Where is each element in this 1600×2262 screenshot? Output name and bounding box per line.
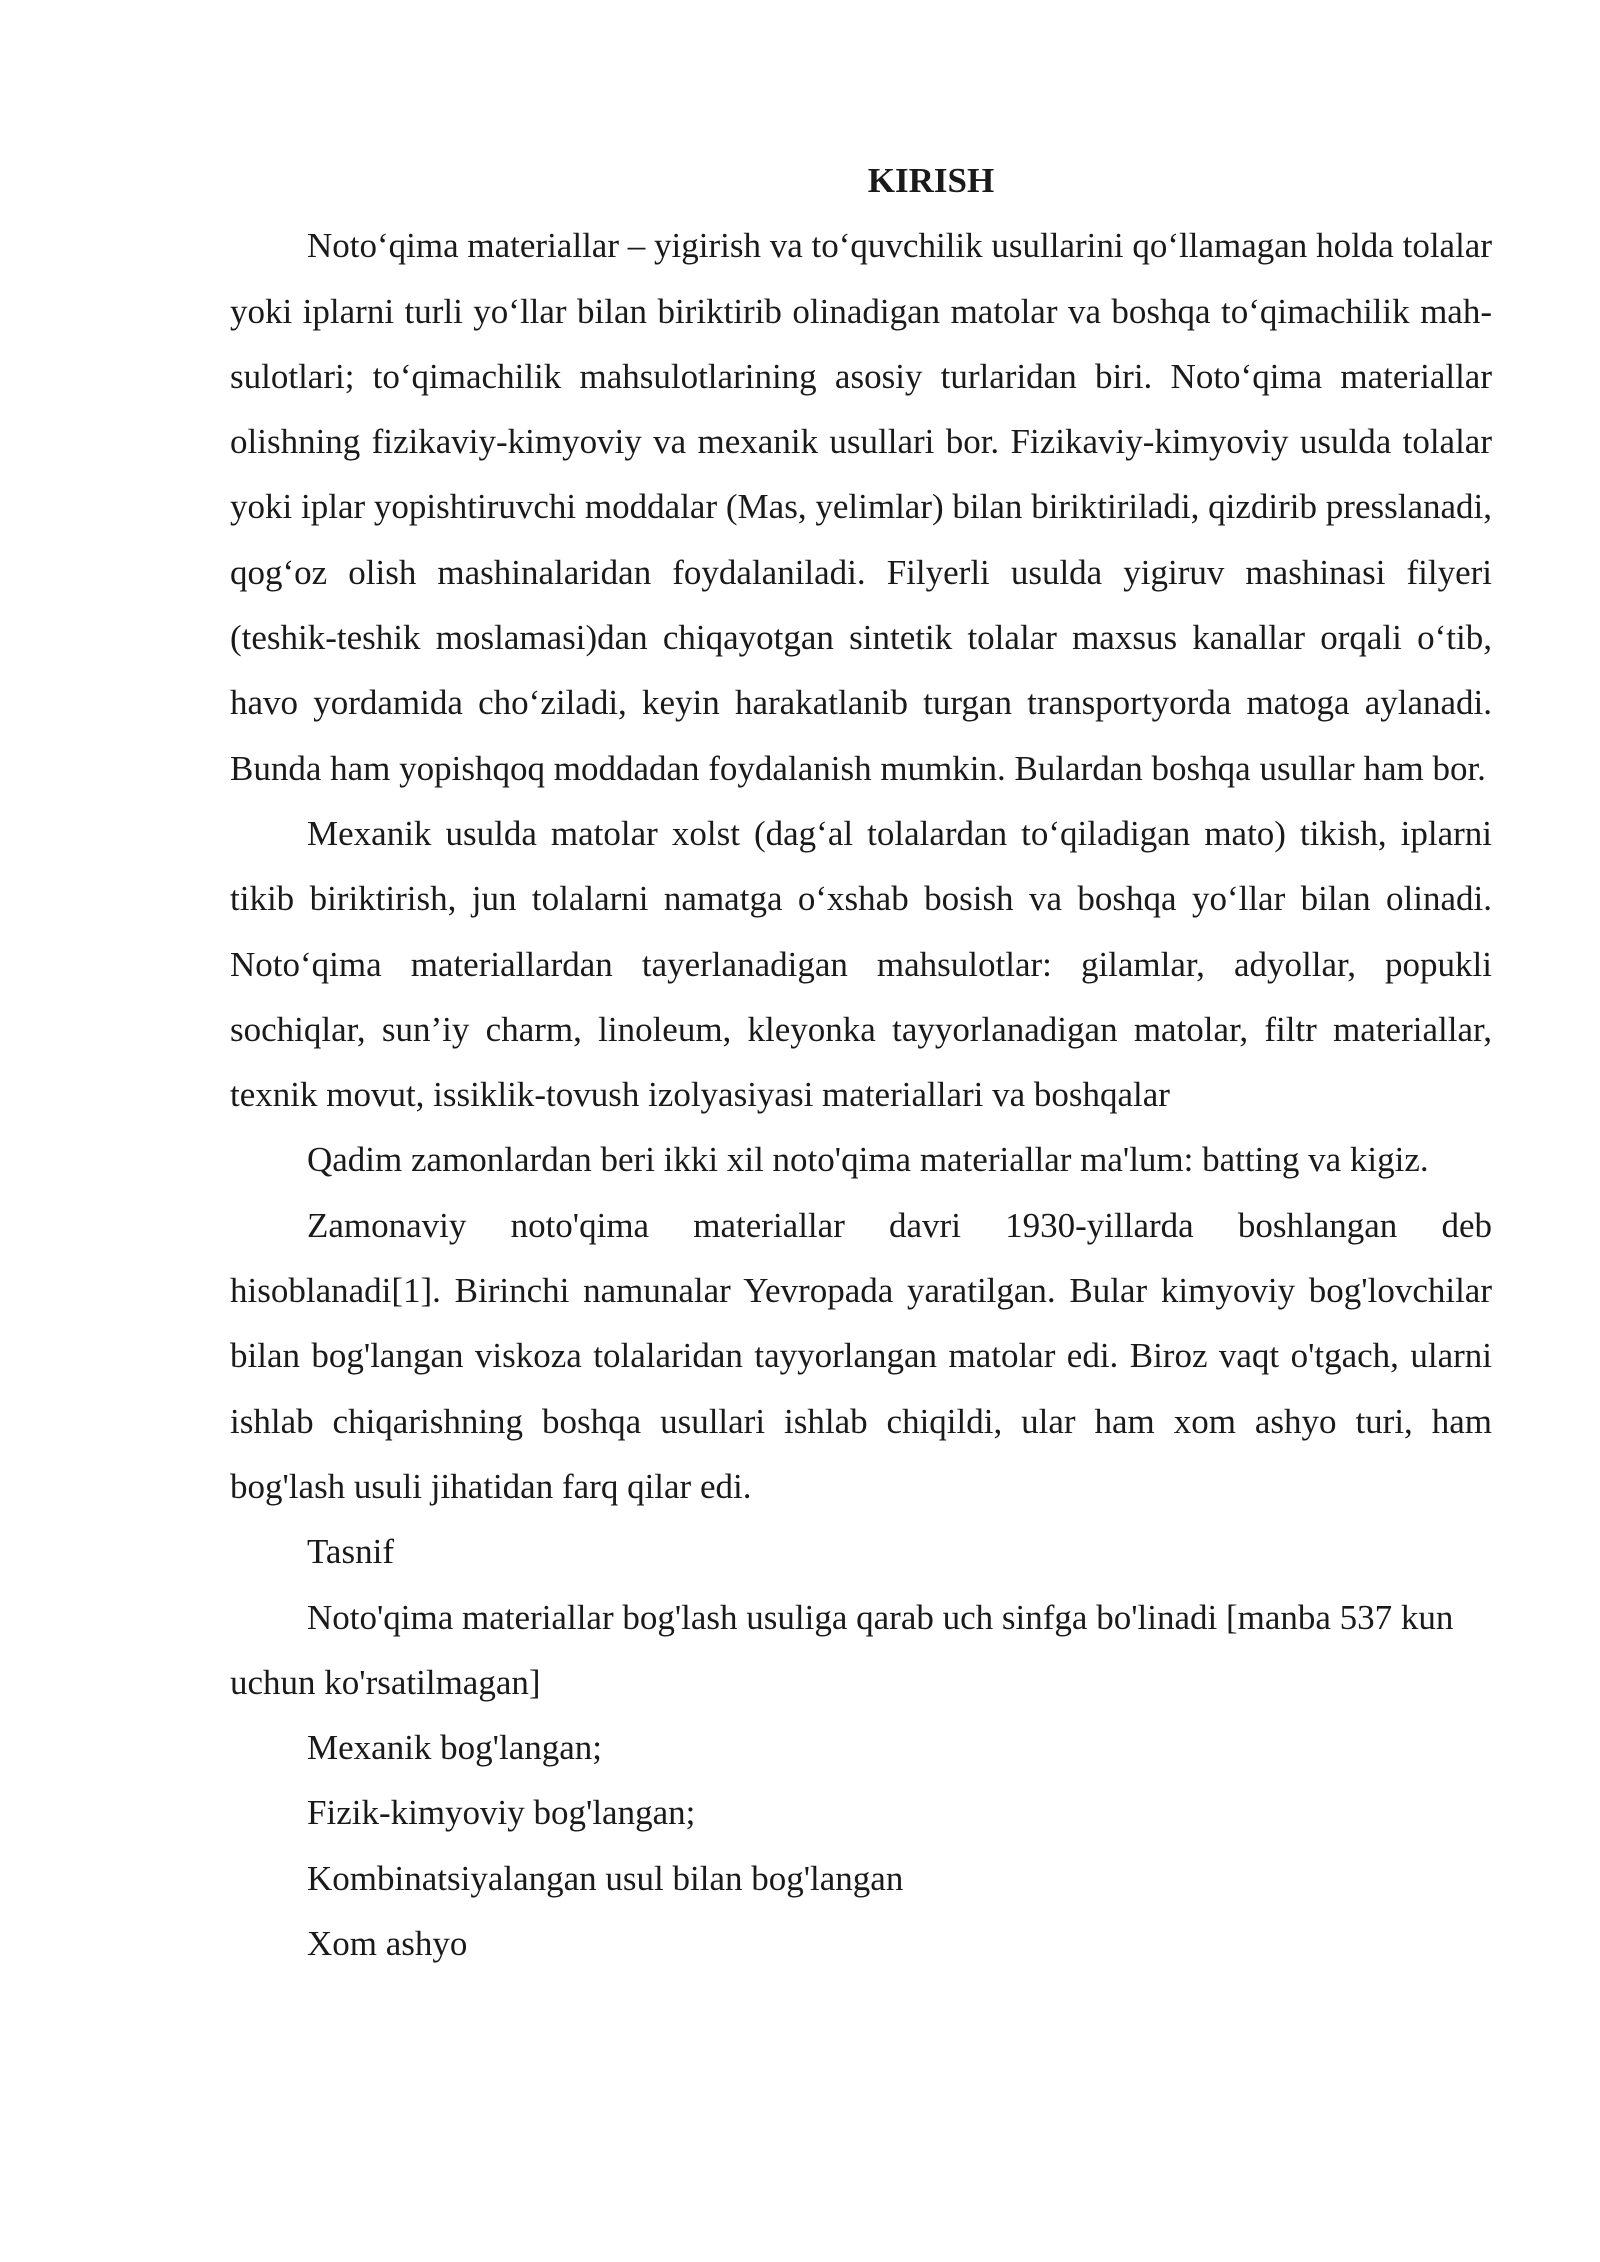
list-item-combined: Kombinatsiyalangan usul bilan bog'langan [307,1858,904,1898]
document-title: KIRISH [867,161,995,200]
paragraph-mechanical-method: Mexanik usulda matolar xolst (dag‘al tolalardan to‘qiladigan mato) tikish, iplarni tikib biriktirish, jun tolalarni namatga o‘xshab bosish va boshqa yo‘llar bilan olinadi. Noto‘qima materiallardan tayerlanadigan mahsulotlar: gilamlar, adyollar, popukli sochiqlar, sun’iy charm, linoleum, kleyonka tayyorlanadigan matolar, filtr materiallar, texnik movut, issiklik-tovush izolyasiyasi materiallari va boshqalar [230,813,1492,1115]
paragraph-classification: Noto'qima materiallar bog'lash usuliga qarab uch sinfga bo'linadi [manba 537 kun uchun ko'rsatilmagan] [230,1597,1454,1702]
paragraph-intro: Noto‘qima materiallar – yigirish va to‘quvchilik usullarini qo‘llamagan holda tolalar yoki iplarni turli yo‘llar bilan biriktirib olinadigan matolar va boshqa to‘qimachilik mah-sulotlari; to‘qimachilik mahsulotlarining asosiy turlaridan biri. Noto‘qima materiallar olishning fizikaviy-kimyoviy va mexanik usullari bor. Fizikaviy-kimyoviy usulda tolalar yoki iplar yopishtiruvchi moddalar (Mas, yelimlar) bilan biriktiriladi, qizdirib presslanadi, qog‘oz olish mashinalaridan foydalaniladi. Filyerli usulda yigiruv mashinasi filyeri (teshik-teshik moslamasi)dan chiqayotgan sintetik tolalar maxsus kanallar orqali o‘tib, havo yordamida cho‘ziladi, keyin harakatlanib turgan transportyorda matoga aylanadi. Bunda ham yopishqoq moddadan foydalanish mumkin. Bulardan boshqa usullar ham bor. [230,226,1492,788]
heading-raw-material: Xom ashyo [307,1924,468,1964]
list-item-physicochemical: Fizik-kimyoviy bog'langan; [307,1793,696,1833]
document-page [230,148,1492,1976]
paragraph-modern-era: Zamonaviy noto'qima materiallar davri 1930-yillarda boshlangan deb hisoblanadi[1]. Birinchi namunalar Yevropada yaratilgan. Bular kimyoviy bog'lovchilar bilan bog'langan viskoza tolalaridan tayyorlangan matolar edi. Biroz vaqt o'tgach, ularni ishlab chiqarishning boshqa usullari ishlab chiqildi, ular ham xom ashyo turi, ham bog'lash usuli jihatidan farq qilar edi. [230,1205,1492,1506]
list-item-mechanical: Mexanik bog'langan; [307,1728,602,1768]
heading-classification: Tasnif [307,1532,394,1572]
paragraph-ancient-materials: Qadim zamonlardan beri ikki xil noto'qima materiallar ma'lum: batting va kigiz. [307,1140,1429,1180]
